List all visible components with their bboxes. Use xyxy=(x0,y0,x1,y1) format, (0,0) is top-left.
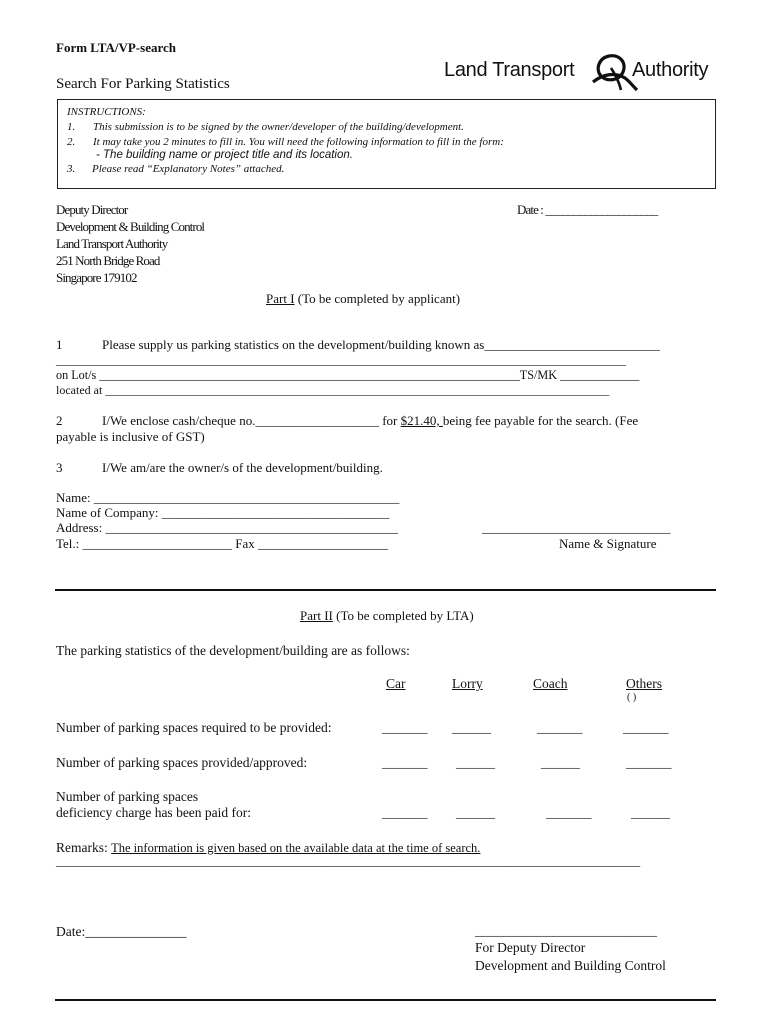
instructions-box xyxy=(57,99,716,189)
q1-number: 1 xyxy=(56,337,63,352)
instruction-2-sub: - The building name or project title and its location. xyxy=(96,149,353,161)
lta-sign-dept: Development and Building Control xyxy=(475,958,666,973)
row-provided-others[interactable]: _______ xyxy=(626,755,672,770)
q3-text: I/We am/are the owner/s of the development/building. xyxy=(102,460,383,475)
remarks-text: The information is given based on the available data at the time of search. xyxy=(111,841,481,855)
logo-text-right: Authority xyxy=(632,59,709,81)
section-divider xyxy=(55,589,716,591)
row-required-others[interactable]: _______ xyxy=(623,720,669,735)
remarks-line[interactable]: _______________________________________________________________________________________________ xyxy=(56,854,641,868)
column-lorry: Lorry xyxy=(452,676,483,691)
row-provided-lorry[interactable]: ______ xyxy=(456,755,495,770)
q1-location-line[interactable]: located at ____________________________________________________________________________________ xyxy=(56,383,610,397)
form-id: Form LTA/VP-search xyxy=(56,40,176,55)
date-field-top[interactable]: Date : ____________________ xyxy=(517,202,658,217)
instruction-2-num: 2. xyxy=(67,136,76,148)
q1-text[interactable]: Please supply us parking statistics on the development/building known as___________________________ xyxy=(102,337,660,352)
part1-title xyxy=(266,291,460,307)
address-line-3: Land Transport Authority xyxy=(56,236,168,251)
row-provided-coach[interactable]: ______ xyxy=(541,755,580,770)
instruction-2: It may take you 2 minutes to fill in. You will need the following information to fill in the form: xyxy=(93,136,504,148)
row-deficiency-car[interactable]: _______ xyxy=(382,805,428,820)
instruction-1-num: 1. xyxy=(67,121,76,133)
remarks-label: Remarks: xyxy=(56,840,112,855)
q3-number: 3 xyxy=(56,460,63,475)
address-line-4: 251 North Bridge Road xyxy=(56,253,160,268)
column-coach: Coach xyxy=(533,676,568,691)
row-deficiency-others[interactable]: ______ xyxy=(631,805,670,820)
row-required-label: Number of parking spaces required to be provided: xyxy=(56,720,332,735)
part1-title-rest: (To be completed by applicant) xyxy=(294,291,461,306)
address-line-5: Singapore 179102 xyxy=(56,270,137,285)
row-deficiency-lorry[interactable]: ______ xyxy=(456,805,495,820)
part1-title-ul: Part I xyxy=(266,291,295,306)
column-others-paren[interactable]: ( ) xyxy=(627,692,637,703)
date-field-bottom[interactable]: Date:_______________ xyxy=(56,924,187,939)
instruction-3-num: 3. xyxy=(67,163,76,175)
logo-text-left: Land Transport xyxy=(444,59,575,81)
lta-sign-title: For Deputy Director xyxy=(475,940,586,955)
row-provided-label: Number of parking spaces provided/approved: xyxy=(56,755,308,770)
form-title: Search For Parking Statistics xyxy=(56,76,230,92)
q2-text[interactable] xyxy=(102,413,638,429)
q2-line-2: payable is inclusive of GST) xyxy=(56,429,205,444)
column-others: Others xyxy=(626,676,662,691)
q2-text-b: being fee payable for the search. (Fee xyxy=(442,413,639,428)
lta-signature-line[interactable]: ____________________________ xyxy=(475,923,657,938)
part2-title-ul: Part II xyxy=(300,608,333,623)
lta-logo xyxy=(444,50,719,94)
row-required-lorry[interactable]: ______ xyxy=(452,720,491,735)
row-required-coach[interactable]: _______ xyxy=(537,720,583,735)
footer-divider xyxy=(55,999,716,1001)
part2-title xyxy=(300,608,474,624)
row-deficiency-coach[interactable]: _______ xyxy=(546,805,592,820)
instruction-3: Please read “Explanatory Notes” attached. xyxy=(92,163,285,175)
signature-label: Name & Signature xyxy=(559,536,657,551)
q1-lot-line[interactable]: on Lot/s _____________________________________________________________________TS/MK _____________ xyxy=(56,368,640,382)
company-field[interactable]: Name of Company: ___________________________________ xyxy=(56,505,390,520)
row-provided-car[interactable]: _______ xyxy=(382,755,428,770)
q1-line-2[interactable]: _______________________________________________________________________________________________ xyxy=(56,353,626,367)
address-line-1: Deputy Director xyxy=(56,202,128,217)
instructions-heading: INSTRUCTIONS: xyxy=(67,106,146,118)
row-required-car[interactable]: _______ xyxy=(382,720,428,735)
signature-line[interactable]: _____________________________ xyxy=(482,520,671,535)
part2-title-rest: (To be completed by LTA) xyxy=(332,608,474,623)
row-deficiency-label-a: Number of parking spaces xyxy=(56,789,199,804)
instruction-1: This submission is to be signed by the owner/developer of the building/development. xyxy=(93,121,464,133)
column-car: Car xyxy=(386,676,406,691)
name-field[interactable]: Name: _______________________________________________ xyxy=(56,490,400,505)
row-deficiency-label-b: deficiency charge has been paid for: xyxy=(56,805,252,820)
q2-text-a: I/We enclose cash/cheque no.___________________ for xyxy=(102,413,401,428)
q2-number: 2 xyxy=(56,413,63,428)
address-field[interactable]: Address: _____________________________________________ xyxy=(56,520,398,535)
q2-fee: $21.40, xyxy=(400,413,443,428)
tel-fax-field[interactable]: Tel.: _______________________ Fax ____________________ xyxy=(56,536,389,551)
address-line-2: Development & Building Control xyxy=(56,219,205,234)
part2-intro: The parking statistics of the development/building are as follows: xyxy=(56,643,410,658)
